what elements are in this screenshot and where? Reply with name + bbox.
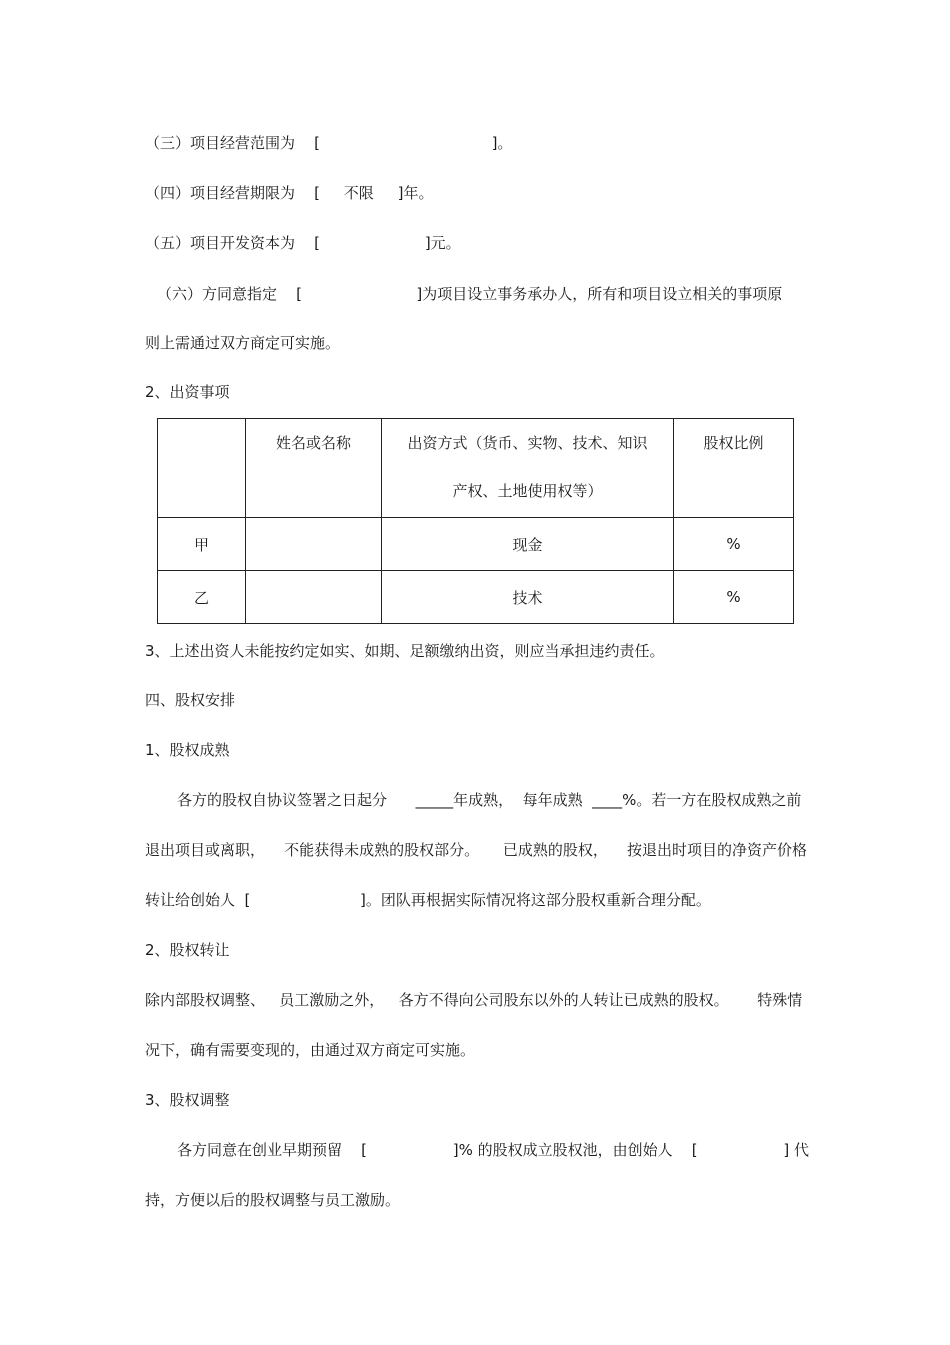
adjustment-text-line2: 持，方便以后的股权调整与员工激励。 [145, 1191, 401, 1209]
table-row [158, 571, 794, 624]
cell-ratio: % [674, 571, 794, 624]
clause-6-continuation: 则上需通过双方商定可实施。 [145, 334, 341, 352]
clause-6-designee: （六）方同意指定 [ ]为项目设立事务承办人，所有和项目设立相关的事项原 [157, 285, 783, 303]
clause-3-business-scope: （三）项目经营范围为 [ ]。 [145, 134, 513, 152]
adjustment-text-line1: 各方同意在创业早期预留 [ ]% 的股权成立股权池，由创始人 [ ] 代 [177, 1141, 809, 1159]
subsection-equity-transfer: 2、股权转让 [145, 941, 230, 959]
header-method [382, 419, 674, 518]
cell-method: 现金 [382, 518, 674, 571]
header-method-line2: 产权、土地使用权等） [452, 482, 603, 500]
transfer-text-line1: 除内部股权调整、 员工激励之外， 各方不得向公司股东以外的人转让已成熟的股权。 特殊情 [145, 991, 803, 1009]
vesting-text-line1: 各方的股权自协议签署之日起分 _____年成熟， 每年成熟 ____%。若一方在股权成熟之前 [177, 791, 802, 809]
cell-method: 技术 [382, 571, 674, 624]
cell-name [246, 571, 382, 624]
subsection-equity-adjustment: 3、股权调整 [145, 1091, 230, 1109]
cell-ratio: % [674, 518, 794, 571]
table-header-row [158, 419, 794, 518]
section-equity-arrangement: 四、股权安排 [145, 691, 236, 709]
header-ratio: 股权比例 [674, 419, 794, 518]
vesting-text-line3: 转让给创始人 [ ]。团队再根据实际情况将这部分股权重新合理分配。 [145, 891, 711, 909]
section-capital-contribution: 2、出资事项 [145, 383, 230, 401]
table-row [158, 518, 794, 571]
clause-4-business-term: （四）项目经营期限为 [ 不限 ]年。 [145, 184, 434, 202]
capital-contribution-table [157, 418, 794, 624]
clause-default-liability: 3、上述出资人未能按约定如实、如期、足额缴纳出资，则应当承担违约责任。 [145, 642, 665, 660]
clause-5-capital: （五）项目开发资本为 [ ]元。 [145, 234, 461, 252]
subsection-equity-vesting: 1、股权成熟 [145, 741, 230, 759]
header-party [158, 419, 246, 518]
cell-party: 甲 [158, 518, 246, 571]
vesting-text-line2: 退出项目或离职， 不能获得未成熟的股权部分。 已成熟的股权， 按退出时项目的净资产价格 [145, 841, 807, 859]
header-method-line1: 出资方式（货币、实物、技术、知识 [407, 434, 648, 452]
cell-name [246, 518, 382, 571]
transfer-text-line2: 况下，确有需要变现的，由通过双方商定可实施。 [145, 1041, 476, 1059]
cell-party: 乙 [158, 571, 246, 624]
header-name: 姓名或名称 [246, 419, 382, 518]
